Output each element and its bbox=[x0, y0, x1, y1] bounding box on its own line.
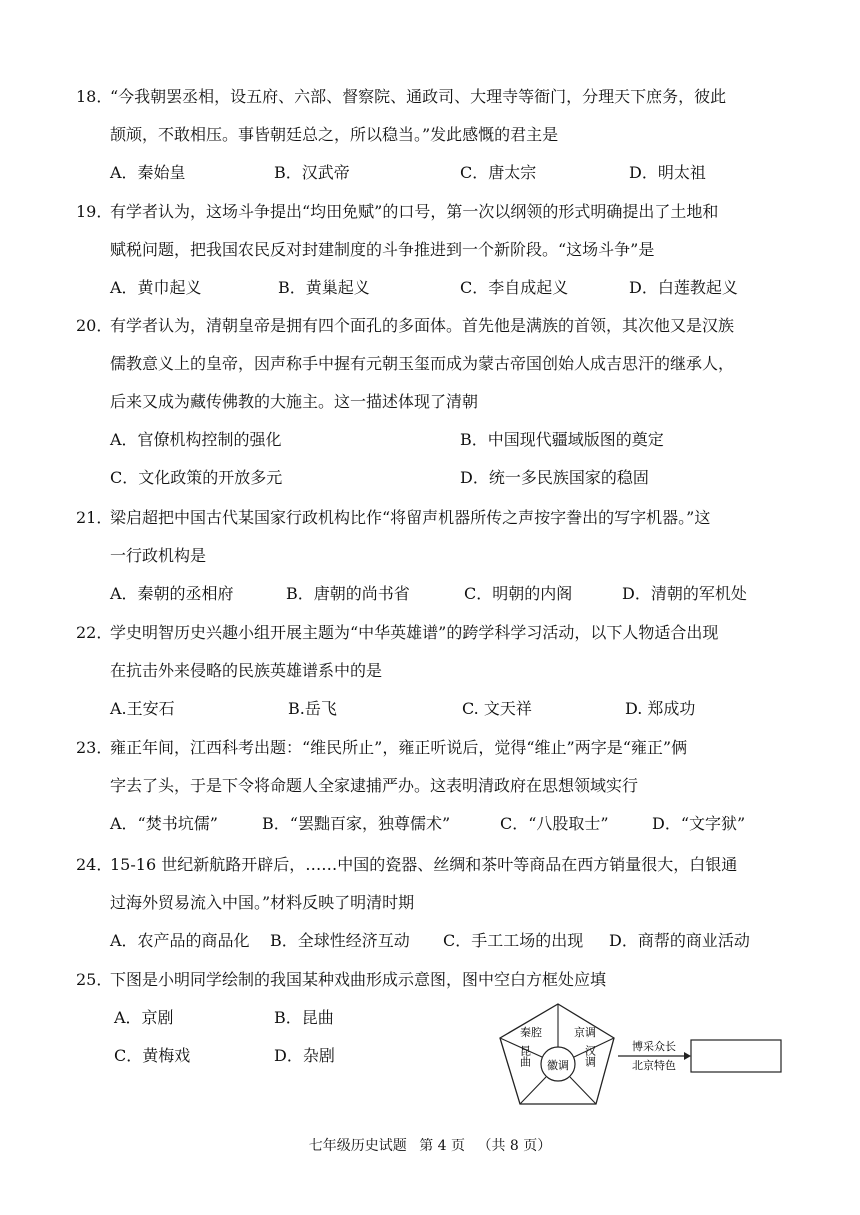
question-text: 字去了头，于是下令将命题人全家逮捕严办。这表明清政府在思想领域实行 bbox=[110, 776, 639, 795]
options-row bbox=[76, 269, 796, 307]
question-text: 下图是小明同学绘制的我国某种戏曲形成示意图，图中空白方框处应填 bbox=[110, 970, 607, 989]
opera-formation-diagram bbox=[494, 1000, 794, 1110]
option-d[interactable]: D．白莲教起义 bbox=[629, 278, 738, 297]
option-b[interactable]: B．汉武帝 bbox=[274, 163, 350, 182]
question-number: 22． bbox=[76, 623, 113, 642]
arrow-label-top: 博采众长 bbox=[632, 1040, 676, 1053]
option-b[interactable]: B．昆曲 bbox=[274, 1008, 334, 1027]
option-d[interactable]: D．清朝的军机处 bbox=[622, 584, 747, 603]
page-footer bbox=[0, 1135, 860, 1155]
diagram-segment-label: 京调 bbox=[574, 1026, 596, 1039]
footer-title: 七年级历史试题 bbox=[308, 1138, 407, 1154]
answer-box bbox=[691, 1040, 781, 1072]
question-number: 18． bbox=[76, 87, 113, 106]
option-a[interactable]: A．黄巾起义 bbox=[110, 278, 202, 297]
question-number: 20． bbox=[76, 316, 113, 335]
option-a[interactable]: A.王安石 bbox=[110, 699, 175, 718]
option-a[interactable]: A．京剧 bbox=[114, 1008, 174, 1027]
question-text: 一行政机构是 bbox=[110, 546, 207, 565]
question-text: 过海外贸易流入中国。”材料反映了明清时期 bbox=[110, 893, 415, 912]
question-text: 学史明智历史兴趣小组开展主题为“中华英雄谱”的跨学科学习活动，以下人物适合出现 bbox=[110, 623, 719, 642]
option-d[interactable]: D．统一多民族国家的稳固 bbox=[460, 468, 649, 487]
question-text: 有学者认为，这场斗争提出“均田免赋”的口号，第一次以纲领的形式明确提出了土地和 bbox=[110, 202, 719, 221]
options-row bbox=[76, 154, 796, 192]
option-c[interactable]: C．手工工场的出现 bbox=[443, 931, 584, 950]
option-b[interactable]: B．中国现代疆域版图的奠定 bbox=[460, 430, 664, 449]
option-a[interactable]: A．官僚机构控制的强化 bbox=[110, 430, 282, 449]
question-text: 15-16 世纪新航路开辟后，……中国的瓷器、丝绸和茶叶等商品在西方销量很大，白银通 bbox=[110, 855, 738, 874]
option-a[interactable]: A．农产品的商品化 bbox=[110, 931, 250, 950]
option-a[interactable]: A．“焚书坑儒” bbox=[110, 814, 218, 833]
question-text: “今我朝罢丞相，设五府、六部、督察院、通政司、大理寺等衙门，分理天下庶务，彼此 bbox=[110, 87, 727, 106]
question-21 bbox=[76, 499, 796, 613]
options-row bbox=[76, 805, 796, 843]
footer-total: （共 8 页） bbox=[477, 1138, 552, 1154]
diagram-segment-label: 汉调 bbox=[583, 1045, 597, 1067]
option-d[interactable]: D．商帮的商业活动 bbox=[609, 931, 750, 950]
diagram-center-label: 徽调 bbox=[547, 1059, 569, 1072]
question-number: 24． bbox=[76, 855, 113, 874]
option-a[interactable]: A．秦始皇 bbox=[110, 163, 186, 182]
question-text: 雍正年间，江西科考出题：“维民所止”，雍正听说后，觉得“维止”两字是“雍正”俩 bbox=[110, 738, 688, 757]
pentagon-shape bbox=[500, 1004, 614, 1104]
option-b[interactable]: B．黄巢起义 bbox=[278, 278, 370, 297]
options-row bbox=[76, 421, 796, 459]
question-number: 23． bbox=[76, 738, 113, 757]
option-c[interactable]: C．文化政策的开放多元 bbox=[110, 468, 283, 487]
question-24 bbox=[76, 846, 796, 960]
footer-page: 第 4 页 bbox=[419, 1138, 465, 1154]
arrow-head bbox=[684, 1052, 691, 1060]
question-22 bbox=[76, 614, 796, 728]
question-19 bbox=[76, 193, 796, 307]
arrow-label-bottom: 北京特色 bbox=[632, 1059, 676, 1072]
question-text: 后来又成为藏传佛教的大施主。这一描述体现了清朝 bbox=[110, 392, 479, 411]
question-text: 儒教意义上的皇帝，因声称手中握有元朝玉玺而成为蒙古帝国创始人成吉思汗的继承人， bbox=[110, 354, 735, 373]
option-d[interactable]: D．杂剧 bbox=[274, 1046, 335, 1065]
question-text: 赋税问题，把我国农民反对封建制度的斗争推进到一个新阶段。“这场斗争”是 bbox=[110, 240, 655, 259]
option-d[interactable]: D. 郑成功 bbox=[625, 699, 696, 718]
option-c[interactable]: C．黄梅戏 bbox=[114, 1046, 191, 1065]
options-row bbox=[76, 922, 796, 960]
question-number: 19． bbox=[76, 202, 113, 221]
option-c[interactable]: C. 文天祥 bbox=[462, 699, 532, 718]
question-18 bbox=[76, 78, 796, 192]
question-text: 颉颃，不敢相压。事皆朝廷总之，所以稳当。”发此感慨的君主是 bbox=[110, 125, 559, 144]
option-c[interactable]: C．“八股取士” bbox=[500, 814, 609, 833]
option-b[interactable]: B．唐朝的尚书省 bbox=[286, 584, 410, 603]
question-number: 21． bbox=[76, 508, 113, 527]
question-text: 在抗击外来侵略的民族英雄谱系中的是 bbox=[110, 661, 383, 680]
question-text: 有学者认为，清朝皇帝是拥有四个面孔的多面体。首先他是满族的首领，其次他又是汉族 bbox=[110, 316, 735, 335]
question-20 bbox=[76, 307, 796, 497]
question-23 bbox=[76, 729, 796, 843]
option-b[interactable]: B．“罢黜百家，独尊儒术” bbox=[262, 814, 451, 833]
option-d[interactable]: D．“文字狱” bbox=[652, 814, 746, 833]
options-row bbox=[76, 459, 796, 497]
diagram-segment-label: 秦腔 bbox=[520, 1026, 542, 1039]
option-b[interactable]: B．全球性经济互动 bbox=[270, 931, 410, 950]
diagram-svg bbox=[494, 1000, 794, 1110]
question-text: 梁启超把中国古代某国家行政机构比作“将留声机器所传之声按字誊出的写字机器。”这 bbox=[110, 508, 711, 527]
option-d[interactable]: D．明太祖 bbox=[629, 163, 706, 182]
option-a[interactable]: A．秦朝的丞相府 bbox=[110, 584, 234, 603]
option-c[interactable]: C．唐太宗 bbox=[460, 163, 537, 182]
option-b[interactable]: B.岳飞 bbox=[288, 699, 337, 718]
question-number: 25． bbox=[76, 970, 113, 989]
diagram-segment-label: 昆曲 bbox=[518, 1045, 532, 1067]
options-row bbox=[76, 575, 796, 613]
option-c[interactable]: C．明朝的内阁 bbox=[464, 584, 573, 603]
option-c[interactable]: C．李自成起义 bbox=[460, 278, 569, 297]
options-row bbox=[76, 690, 796, 728]
